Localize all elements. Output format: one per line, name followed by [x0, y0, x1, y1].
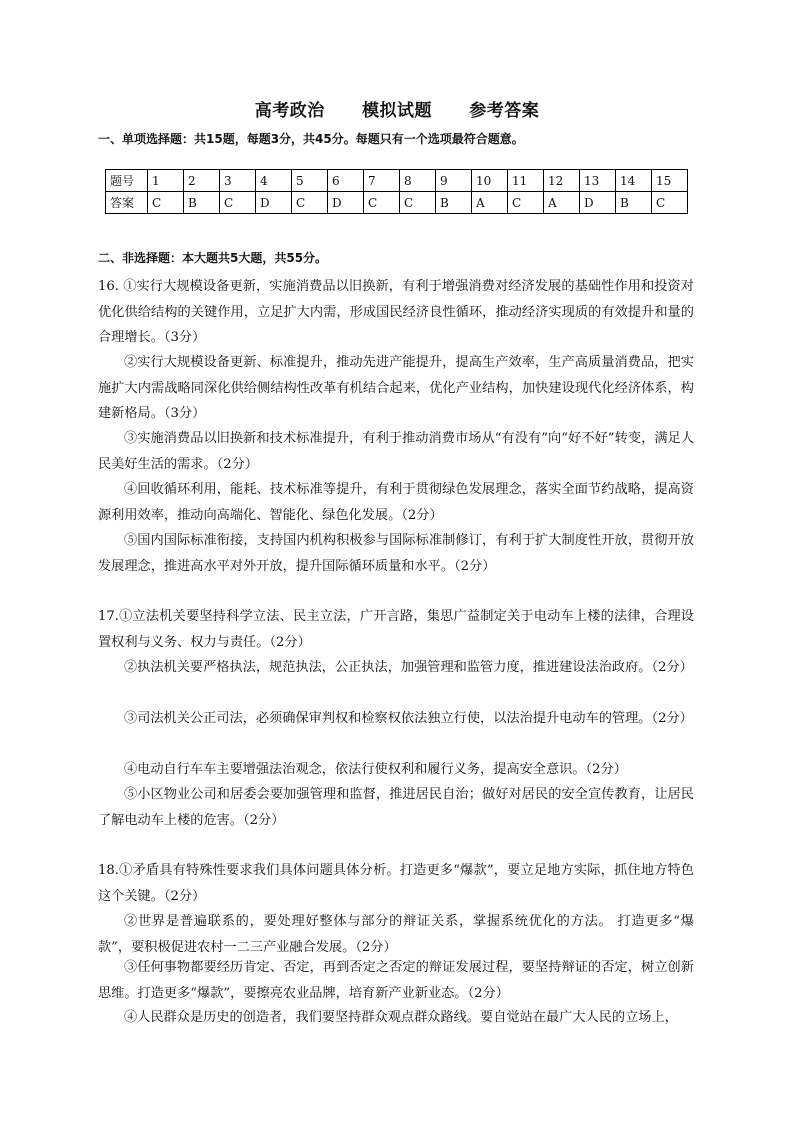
question-number-cell: 12 [544, 170, 580, 192]
q17-para-2: ②执法机关要严格执法，规范执法，公正执法，加强管理和监管力度，推进建设法治政府。（2分） [124, 660, 693, 675]
question-number-cell: 1 [148, 170, 184, 192]
answer-cell: C [400, 192, 436, 214]
question-number-cell: 14 [616, 170, 652, 192]
row-label-number: 题号 [106, 170, 148, 192]
answer-cell: C [652, 192, 688, 214]
question-number-cell: 3 [220, 170, 256, 192]
q17-para-4: ④电动自行车车主要增强法治观念，依法行使权利和履行义务，提高安全意识。（2分） [124, 762, 627, 777]
answer-cell: A [544, 192, 580, 214]
q16-para-1: 16. ①实行大规模设备更新，实施消费品以旧换新，有利于增强消费对经济发展的基础性作用和投资对优化供给结构的关键作用，立足扩大内需，形成国民经济良性循环，推动经济实现质的有效提升和量的合理增长。（3分） [98, 279, 694, 345]
q16-para-2: ②实行大规模设备更新、标准提升，推动先进产能提升，提高生产效率，生产高质量消费品，把实施扩大内需战略同深化供给侧结构性改革有机结合起来，优化产业结构，加快建设现代化经济体系，构建新格局。（3分） [98, 355, 694, 421]
answer-cell: B [616, 192, 652, 214]
answer-cell: C [292, 192, 328, 214]
answer-cell: B [436, 192, 472, 214]
question-number-cell: 7 [364, 170, 400, 192]
question-number-cell: 2 [184, 170, 220, 192]
question-number-cell: 11 [508, 170, 544, 192]
answer-table [105, 169, 688, 214]
table-row-answers [106, 192, 688, 214]
question-number-cell: 8 [400, 170, 436, 192]
answer-cell: C [148, 192, 184, 214]
row-label-answer: 答案 [106, 192, 148, 214]
question-number-cell: 13 [580, 170, 616, 192]
q18-para-3: ③任何事物都要经历肯定、否定，再到否定之否定的辩证发展过程，要坚持辩证的否定，树立创新思维。打造更多“爆款”，要擦亮农业品牌，培育新产业新业态。（2分） [98, 960, 694, 1001]
q16-para-5: ⑤国内国际标准衔接，支持国内机构积极参与国际标准制修订，有利于扩大制度性开放，贯彻开放发展理念，推进高水平对外开放，提升国际循环质量和水平。（2分） [98, 533, 694, 574]
q17-para-3: ③司法机关公正司法，必须确保审判权和检察权依法独立行使，以法治提升电动车的管理。（2分） [124, 711, 693, 726]
section1-heading: 一、单项选择题：共15题，每题3分，共45分。每题只有一个选项最符合题意。 [98, 132, 524, 146]
answer-cell: D [580, 192, 616, 214]
question-number-cell: 9 [436, 170, 472, 192]
answer-cell: D [328, 192, 364, 214]
answer-cell: C [508, 192, 544, 214]
question-number-cell: 10 [472, 170, 508, 192]
q17-para-1: 17.①立法机关要坚持科学立法、民主立法，广开言路，集思广益制定关于电动车上楼的法律，合理设置权利与义务、权力与责任。（2分） [98, 609, 694, 650]
section2-heading: 二、非选择题：本大题共5大题，共55分。 [98, 251, 328, 265]
question-number-cell: 4 [256, 170, 292, 192]
question-number-cell: 5 [292, 170, 328, 192]
q17-para-5: ⑤小区物业公司和居委会要加强管理和监督，推进居民自治；做好对居民的安全宣传教育，让居民了解电动车上楼的危害。（2分） [98, 787, 694, 828]
answer-cell: A [472, 192, 508, 214]
q18-para-4: ④人民群众是历史的创造者，我们要坚持群众观点群众路线。要自觉站在最广大人民的立场上， [124, 1010, 678, 1025]
answer-cell: B [184, 192, 220, 214]
q18-para-1: 18.①矛盾具有特殊性要求我们具体问题具体分析。打造更多“爆款”，要立足地方实际，抓住地方特色这个关键。（2分） [98, 863, 694, 904]
q16-para-3: ③实施消费品以旧换新和技术标准提升，有利于推动消费市场从“有没有”向“好不好”转变，满足人民美好生活的需求。（2分） [98, 431, 694, 472]
q16-para-4: ④回收循环利用，能耗、技术标准等提升，有利于贯彻绿色发展理念，落实全面节约战略，提高资源利用效率，推动向高端化、智能化、绿色化发展。（2分） [98, 482, 694, 523]
page-title: 高考政治 模拟试题 参考答案 [254, 101, 540, 121]
question-number-cell: 6 [328, 170, 364, 192]
answer-cell: C [220, 192, 256, 214]
answer-cell: D [256, 192, 292, 214]
answer-cell: C [364, 192, 400, 214]
q18-para-2: ②世界是普遍联系的，要处理好整体与部分的辩证关系，掌握系统优化的方法。 打造更多“爆款”，要积极促进农村一二三产业融合发展。（2分） [98, 914, 694, 955]
table-row-numbers [106, 170, 688, 192]
question-number-cell: 15 [652, 170, 688, 192]
